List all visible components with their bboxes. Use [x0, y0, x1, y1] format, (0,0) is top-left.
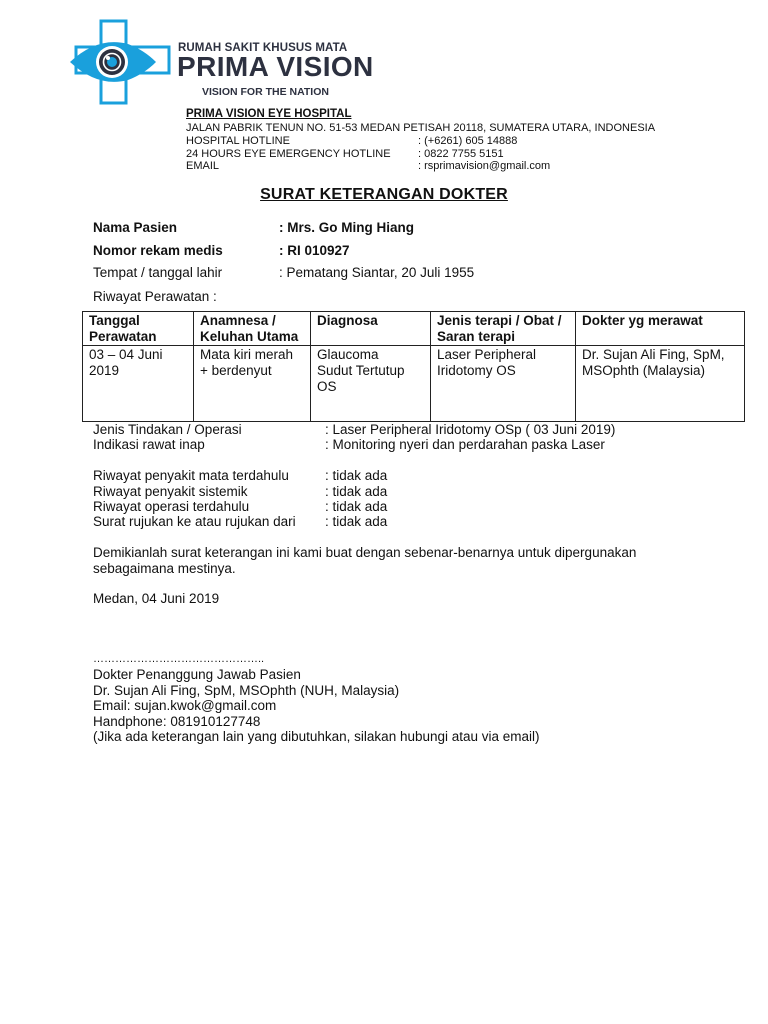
header-text: Tanggal: [89, 313, 140, 328]
treatment-history-label: Riwayat Perawatan :: [93, 289, 217, 304]
contact-label-email: EMAIL: [186, 160, 220, 172]
cell-doctor: [576, 346, 745, 422]
header-text: Keluhan Utama: [200, 329, 299, 344]
hospital-name: PRIMA VISION EYE HOSPITAL: [186, 108, 352, 120]
header-anamnesis: [194, 312, 311, 346]
brand-tagline: VISION FOR THE NATION: [202, 86, 329, 98]
history-label: Riwayat operasi terdahulu: [93, 499, 250, 514]
cell-anamnesis: [194, 346, 311, 422]
cell-diagnosis: [311, 346, 431, 422]
history-value: : tidak ada: [325, 499, 388, 514]
patient-name-value: : Mrs. Go Ming Hiang: [279, 220, 414, 235]
cell-date: [83, 346, 194, 422]
header-therapy: [431, 312, 576, 346]
indication-label: Indikasi rawat inap: [93, 437, 205, 452]
contact-value-hotline: : (+6261) 605 14888: [418, 135, 518, 147]
signature-email: Email: sujan.kwok@gmail.com: [93, 698, 277, 713]
signature-note: (Jika ada keterangan lain yang dibutuhkan, silakan hubungi atau via email): [93, 729, 540, 744]
signature-line: ………………………………………..: [93, 653, 265, 665]
header-diagnosis: [311, 312, 431, 346]
eye-cross-logo-icon: [68, 18, 172, 106]
closing-paragraph: Demikianlah surat keterangan ini kami buat dengan sebenar-benarnya untuk dipergunakan sebagaimana mestinya.: [93, 545, 637, 576]
history-label: Riwayat penyakit mata terdahulu: [93, 468, 289, 483]
contact-label-emergency: 24 HOURS EYE EMERGENCY HOTLINE: [186, 148, 391, 160]
header-text: Anamnesa /: [200, 313, 276, 328]
history-label: Surat rujukan ke atau rujukan dari: [93, 514, 296, 529]
indication-value: : Monitoring nyeri dan perdarahan paska Laser: [325, 437, 605, 452]
cell-text: OS: [317, 379, 337, 394]
cell-text: Sudut Tertutup: [317, 363, 405, 378]
cell-text: Glaucoma: [317, 347, 379, 362]
treatment-table: [82, 311, 745, 422]
document-title: SURAT KETERANGAN DOKTER: [260, 186, 508, 203]
brand-name: PRIMA VISION: [177, 51, 374, 82]
cell-text: 03 – 04 Juni: [89, 347, 163, 362]
header-text: Diagnosa: [317, 313, 378, 328]
cell-text: Dr. Sujan Ali Fing, SpM,: [582, 347, 725, 362]
cell-text: Laser Peripheral: [437, 347, 537, 362]
cell-text: Iridotomy OS: [437, 363, 516, 378]
brand-subtitle: RUMAH SAKIT KHUSUS MATA: [178, 42, 348, 54]
hospital-address: JALAN PABRIK TENUN NO. 51-53 MEDAN PETISAH 20118, SUMATERA UTARA, INDONESIA: [186, 122, 656, 134]
history-label: Riwayat penyakit sistemik: [93, 484, 248, 499]
cell-therapy: [431, 346, 576, 422]
contact-value-email: : rsprimavision@gmail.com: [418, 160, 551, 172]
signature-phone: Handphone: 081910127748: [93, 714, 261, 729]
header-text: Dokter yg merawat: [582, 313, 703, 328]
header-text: Saran terapi: [437, 329, 516, 344]
header-doctor: [576, 312, 745, 346]
birth-value: : Pematang Siantar, 20 Juli 1955: [279, 265, 475, 280]
header-text: Perawatan: [89, 329, 157, 344]
signature-doctor: Dr. Sujan Ali Fing, SpM, MSOphth (NUH, Malaysia): [93, 683, 400, 698]
header-date: [83, 312, 194, 346]
header-text: Jenis terapi / Obat /: [437, 313, 562, 328]
mrn-value: : RI 010927: [279, 243, 350, 258]
birth-label: Tempat / tanggal lahir: [93, 265, 223, 280]
mrn-label: Nomor rekam medis: [93, 243, 223, 258]
contact-label-hotline: HOSPITAL HOTLINE: [186, 135, 290, 147]
patient-name-label: Nama Pasien: [93, 220, 178, 235]
history-value: : tidak ada: [325, 484, 388, 499]
procedure-label: Jenis Tindakan / Operasi: [93, 422, 242, 437]
cell-text: Mata kiri merah: [200, 347, 294, 362]
cell-text: 2019: [89, 363, 120, 378]
cell-text: MSOphth (Malaysia): [582, 363, 706, 378]
history-value: : tidak ada: [325, 468, 388, 483]
cell-text: + berdenyut: [200, 363, 272, 378]
table-row: [83, 346, 745, 422]
history-value: : tidak ada: [325, 514, 388, 529]
procedure-value: : Laser Peripheral Iridotomy OSp ( 03 Juni 2019): [325, 422, 616, 437]
place-date: Medan, 04 Juni 2019: [93, 591, 220, 606]
signature-role: Dokter Penanggung Jawab Pasien: [93, 667, 301, 682]
contact-value-emergency: : 0822 7755 5151: [418, 148, 504, 160]
table-header-row: [83, 312, 745, 346]
